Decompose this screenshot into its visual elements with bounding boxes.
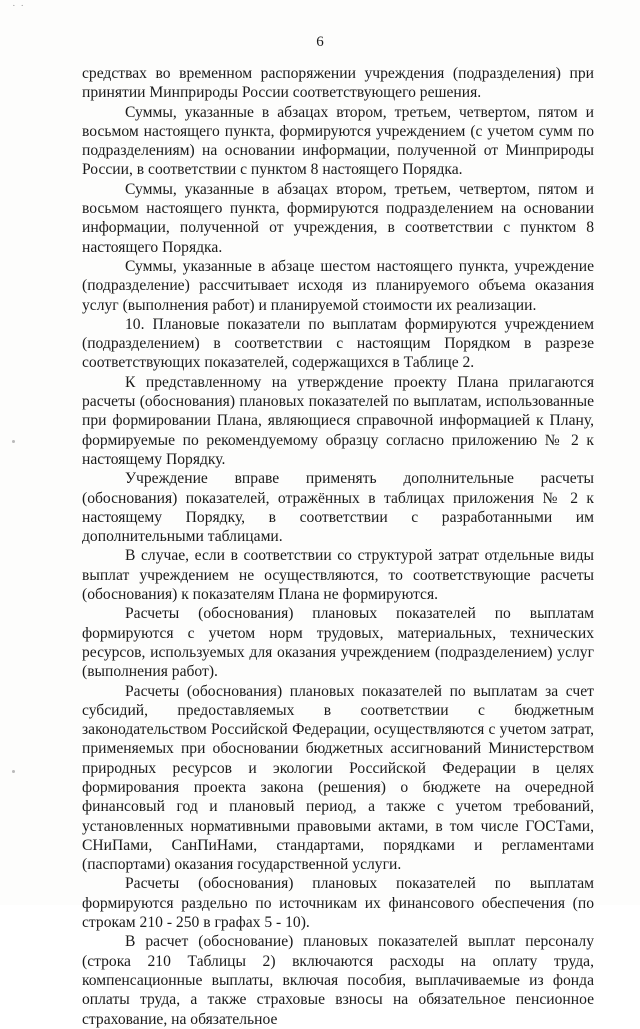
paragraph: Расчеты (обоснования) плановых показателей по выплатам за счет субсидий, предоставляемых в соответствии с бюджетным законодательством Российской Федерации, осуществляются с учетом затрат, применяемых при обосновании бюджетных ассигнований Министерством природных ресурсов и экологии Российской Федерации в целях формирования проекта закона (решения) о бюджете на очередной финансовый год и плановый период, а также с учетом требований, установленных нормативными правовыми актами, в том числе ГОСТами, СНиПами, СанПиНами, стандартами, порядками и регламентами (паспортами) оказания государственной услуги. [82,682,594,874]
paragraph: В расчет (обоснование) плановых показателей выплат персоналу (строка 210 Таблицы 2) включаются расходы на оплату труда, компенсационные выплаты, включая пособия, выплачиваемые из фонда оплаты труда, а также страховые взносы на обязательное пенсионное страхование, на обязательное [82,933,594,1028]
paragraph: Суммы, указанные в абзацах втором, третьем, четвертом, пятом и восьмом настоящего пункта, формируются учреждением (с учетом сумм по подразделениям) на основании информации, полученной от Минприроды России, в соответствии с пунктом 8 настоящего Порядка. [82,103,594,179]
scan-dot [12,770,15,773]
page-number: 6 [316,34,324,50]
paragraph: Расчеты (обоснования) плановых показателей по выплатам формируются раздельно по источникам их финансового обеспечения (по строкам 210 - 250 в графах 5 - 10). [82,875,594,932]
paragraph: Суммы, указанные в абзаце шестом настоящего пункта, учреждение (подразделение) рассчитывает исходя из планируемого объема оказания услуг (выполнения работ) и планируемой стоимости их реализации. [82,257,594,314]
paragraph: средствах во временном распоряжении учреждения (подразделения) при принятии Минприроды России соответствующего решения. [82,65,594,102]
paragraph: Учреждение вправе применять дополнительные расчеты (обоснования) показателей, отражённых в таблицах приложения № 2 к настоящему Порядку, в соответствии с разработанными им дополнительными таблицами. [82,470,594,546]
paragraph: К представленному на утверждение проекту Плана прилагаются расчеты (обоснования) плановых показателей по выплатам, использованные при формировании Плана, являющиеся справочной информацией к Плану, формируемые по рекомендуемому образцу согласно приложению № 2 к настоящему Порядку. [82,373,594,468]
scan-artifact: ˙ ˙ [12,3,26,15]
paragraph: 10. Плановые показатели по выплатам формируются учреждением (подразделением) в соответствии с настоящим Порядком в разрезе соответствующих показателей, содержащихся в Таблице 2. [82,315,594,372]
document-body [82,64,594,1029]
scan-dot [12,440,15,443]
paragraph: Расчеты (обоснования) плановых показателей по выплатам формируются с учетом норм трудовых, материальных, технических ресурсов, используемых для оказания учреждением (подразделением) услуг (выполнения работ). [82,605,594,681]
paragraph: Суммы, указанные в абзацах втором, третьем, четвертом, пятом и восьмом настоящего пункта, формируются подразделением на основании информации, полученной от учреждения, в соответствии с пунктом 8 настоящего Порядка. [82,180,594,256]
paragraph: В случае, если в соответствии со структурой затрат отдельные виды выплат учреждением не осуществляются, то соответствующие расчеты (обоснования) к показателям Плана не формируются. [82,547,594,604]
